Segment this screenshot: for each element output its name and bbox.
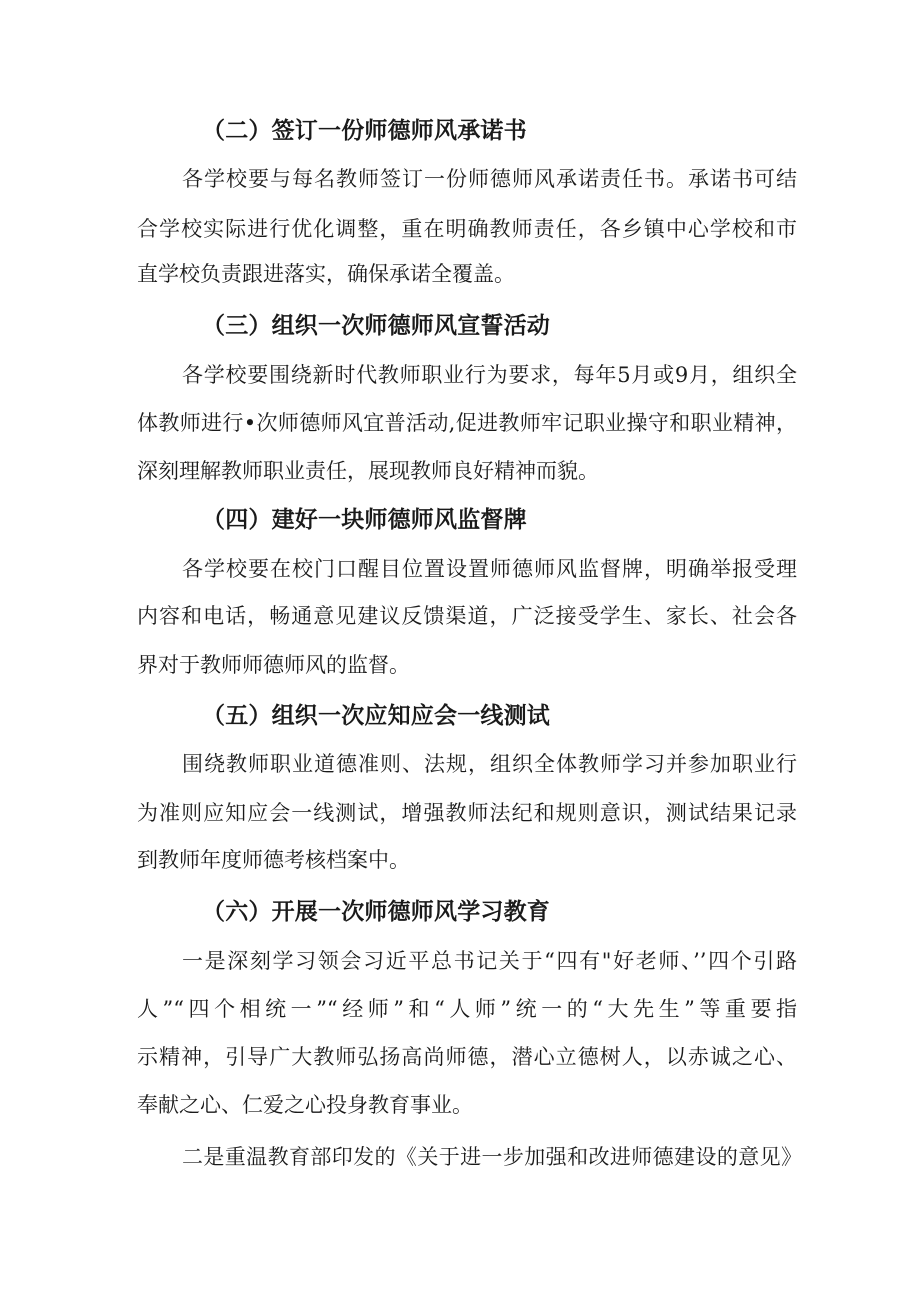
section-2-line-3: 直学校负责跟进落实，确保承诺全覆盖。: [137, 262, 515, 286]
trailing-paragraph-line: 二是重温教育部印发的《关于进一步加强和改进师德建设的意见》: [182, 1145, 802, 1169]
section-3-line-1: 各学校要围绕新时代教师职业行为要求，每年5月或9月，组织全: [182, 363, 797, 387]
section-heading-6: （六）开展一次师德师风学习教育: [202, 899, 550, 925]
section-heading-3: （三）组织一次师德师风宣誓活动: [202, 313, 550, 339]
section-3-line-3: 深刻理解教师职业责任，展现教师良好精神而貌。: [137, 459, 599, 483]
section-4-line-2: 内容和电话，畅通意见建议反馈渠道，广泛接受学生、家长、社会各: [137, 604, 797, 628]
section-heading-5: （五）组织一次应知应会一线测试: [202, 703, 550, 729]
section-6-line-4: 奉献之心、仁爱之心投身教育事业。: [137, 1093, 473, 1117]
section-heading-2: （二）签订一份师德师风承诺书: [202, 118, 527, 144]
section-6-line-1: 一是深刻学习领会习近平总书记关于“四有"好老师、’’四个引路: [182, 949, 797, 973]
section-heading-4: （四）建好一块师德师风监督牌: [202, 507, 527, 533]
section-4-line-3: 界对于教师师德师风的监督。: [137, 653, 410, 677]
section-5-line-2: 为准则应知应会一线测试，增强教师法纪和规则意识，测试结果记录: [137, 801, 797, 825]
section-2-line-1: 各学校要与每名教师签订一份师德师风承诺责任书。承诺书可结: [182, 167, 797, 191]
section-5-line-3: 到教师年度师德考核档案中。: [137, 848, 410, 872]
section-3-line-2: 体教师进行•次师德师风宜普活动,促进教师牢记职业操守和职业精神，: [137, 411, 797, 435]
section-5-line-1: 围绕教师职业道德准则、法规，组织全体教师学习并参加职业行: [182, 752, 797, 776]
section-6-line-2: 人”“四个相统一”“经师”和“人师”统一的“大先生”等重要指: [137, 997, 797, 1021]
section-2-line-2: 合学校实际进行优化调整，重在明确教师责任，各乡镇中心学校和市: [137, 217, 797, 241]
section-6-line-3: 示精神，引导广大教师弘扬高尚师德，潜心立德树人，以赤诚之心、: [137, 1045, 797, 1069]
section-4-line-1: 各学校要在校门口醒目位置设置师德师风监督牌，明确举报受理: [182, 557, 797, 581]
